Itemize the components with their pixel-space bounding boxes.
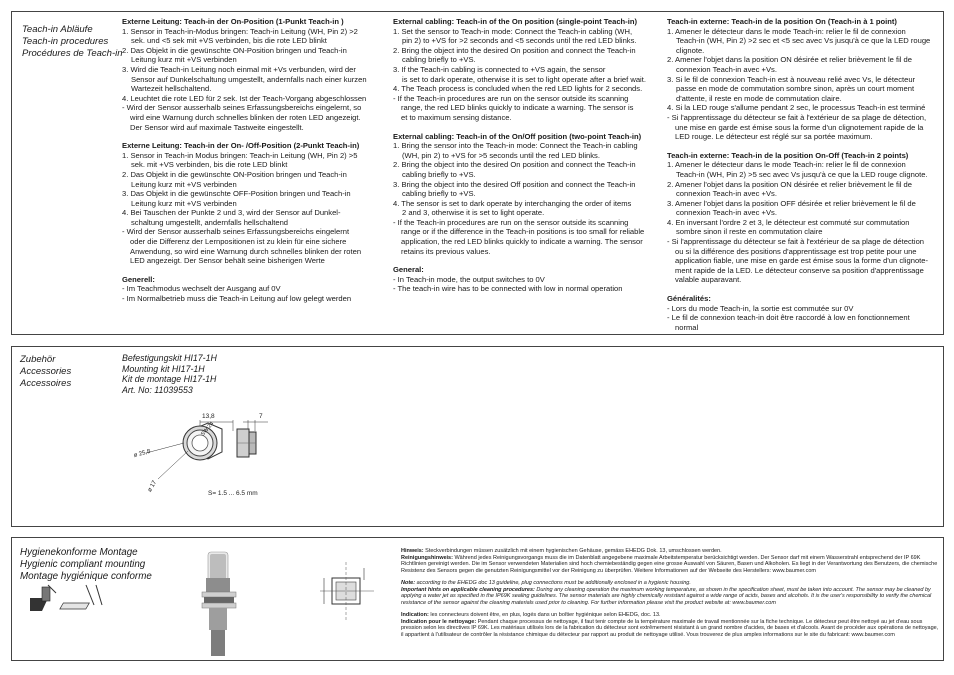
instruction-line: d'attente, il reste en mode de commutation claire. <box>676 93 842 103</box>
hygiene-note-de-label: Hinweis: <box>401 548 424 554</box>
instruction-line: passe en mode de commutation sombre sinon, après un court moment <box>676 84 915 94</box>
instruction-line: et to maximum sensing distance. <box>401 112 512 122</box>
teach-in-panel <box>11 11 944 335</box>
instruction-line: Leitung kurz mit +VS verbinden <box>131 179 237 189</box>
paragraph-gap <box>393 256 668 265</box>
instruction-line: LED angezeigt. Der Sensor behält seine bisherigen Werte <box>130 256 325 266</box>
teach-in-german-column <box>122 17 392 304</box>
instruction-line: 4. The Teach process is concluded when the red LED lights for 2 seconds. <box>393 84 643 94</box>
instruction-line: - Wird der Sensor ausserhalb seines Erfassungsbereichs eingelernt <box>122 227 350 237</box>
dim-outer-diameter: ø 25,8 <box>133 448 152 460</box>
instruction-line: connexion Teach-in avec +Vs. <box>676 189 777 199</box>
hygiene-note-en <box>401 580 941 606</box>
instruction-line: 4. Si la LED rouge s'allume pendant 2 sec, le processus Teach-in est terminé <box>667 103 926 113</box>
hygiene-mounting-illustration <box>30 581 120 626</box>
hygiene-clean-en-label: Important hints on applicable cleaning procedures: <box>401 586 535 593</box>
instruction-line: (WH, pin 2) to +VS for >5 seconds until the red LED blinks. <box>402 150 600 160</box>
section-heading: Généralités: <box>667 294 711 304</box>
instruction-line: range, the red LED blinks quickly to indicate a warning. The sensor is <box>401 103 634 113</box>
accessories-title-en: Accessories <box>20 366 72 377</box>
instruction-line: cabling briefly to +VS. <box>402 189 476 199</box>
hygiene-clean-fr-label: Indication pour le nettoyage: <box>401 618 477 625</box>
nut-side-view <box>237 429 256 457</box>
section-heading: External cabling: Teach-in of the On position (single-point Teach-in) <box>393 17 637 26</box>
instruction-line: une mise en garde est émise sous la forme d'un clignotement rapide de la <box>675 122 924 132</box>
instruction-line: 4. The sensor is set to dark operate by interchanging the order of items <box>393 198 632 208</box>
instruction-line: - Wird der Sensor ausserhalb seines Erfassungsbereichs eingelernt, so <box>122 103 362 113</box>
thickness-range: S= 1.5 ... 6.5 mm <box>208 490 258 497</box>
instruction-line: LED rouge. Le détecteur est réglé sur sa portée maximum. <box>675 132 873 142</box>
paragraph-gap <box>122 266 392 275</box>
instruction-line: application, the red LED blinks quickly to indicate a warning. The sensor <box>401 237 643 247</box>
instruction-line: 2. Amener l'objet dans la position ON désirée et relier brièvement le fil de <box>667 179 912 189</box>
instruction-line: 2. Das Objekt in die gewünschte ON-Position bringen und Teach-in <box>122 45 347 55</box>
accessories-title <box>20 354 71 390</box>
instruction-line: 4. Bei Tauschen der Punkte 2 und 3, wird der Sensor auf Dunkel- <box>122 208 341 218</box>
article-number: Art. No: 11039553 <box>122 384 193 395</box>
instruction-line: - Im Teachmodus wechselt der Ausgang auf 0V <box>122 284 281 294</box>
instruction-line: 3. Das Objekt in die gewünschte OFF-Position bringen und Teach-in <box>122 189 351 199</box>
sensor-cross-section-drawing <box>312 560 392 622</box>
instruction-line: 3. Wird die Teach-in Leitung noch einmal mit +Vs verbunden, wird der <box>122 64 356 74</box>
paragraph-gap <box>393 123 668 132</box>
section-heading: Externe Leitung: Teach-in der On- /Off-Position (2-Punkt Teach-in) <box>122 141 360 151</box>
instruction-line: Leitung kurz mit +VS verbinden <box>131 198 237 208</box>
hygiene-clean-en-text: During any cleaning operation the maximum working temperature, as shown in the specification sheet, must be taken into account. The sensor may be cleaned by applying a water jet as specified in the IP69K sealing guidelines. The sensor materials are highly chemically resistant against a wide range of acids, bases and alcohols. It is the user's responsibility to verify the chemical resistance of the sensor against the cleaning materials used prior to cleaning. For further information please visit the product website at: www.baumer.com <box>401 586 932 606</box>
instruction-line: - Lors du mode Teach-in, la sortie est commutée sur 0V <box>667 303 854 313</box>
mounting-kit-en: Mounting kit HI17-1H <box>122 363 205 374</box>
accessories-title-de: Zubehör <box>20 354 56 365</box>
section-heading: Generell: <box>122 274 155 284</box>
section-heading: External cabling: Teach-in of the On/Off position (two-point Teach-in) <box>393 131 642 141</box>
instruction-line: cabling briefly to +VS. <box>402 169 476 179</box>
hygiene-clean-fr-text: Pendant chaque processus de nettoyage, il faut tenir compte de la température maximale de travail mentionnée sur la fiche technique. Le détecteur peut être nettoyé au jet d'eau sous pression selon les directives IP 69K. Les matériaux utilisés lors de la fabrication du détecteur sont extrêmement résistant à un grand nombre d'acides, de bases et d'alcools. Avant de procéder aux opérations de nettoyage, il appartient à l'utilisateur de contrôler la résistance chimique du détecteur par rapport au produit de nettoyage utilisé. Vous trouverez de plus amples informations sur le site du fabricant: www.baumer.com <box>401 618 939 638</box>
instruction-line: - Im Normalbetrieb muss die Teach-in Leitung auf low gelegt werden <box>122 294 352 304</box>
instruction-line: Wartezeit hellschaltend. <box>131 84 212 94</box>
paragraph-gap <box>667 142 942 151</box>
instruction-line: 2. Bring the object into the desired On position and connect the Teach-in <box>393 160 636 170</box>
hygiene-note-fr-label: Indication: <box>401 612 429 618</box>
instruction-line: - If the Teach-in procedures are run on the sensor outside its scanning <box>393 93 629 103</box>
instruction-line: - If the Teach-in procedures are run on the sensor outside its scanning <box>393 217 629 227</box>
section-heading: Externe Leitung: Teach-in der On-Position (1-Punkt Teach-in ) <box>122 17 344 26</box>
dim-wrench-size: SW 24 <box>200 420 216 438</box>
instruction-line: sek. und <5 sek mit +VS verbinden, bis die rote LED blinkt <box>131 36 327 46</box>
instruction-line: 4. Leuchtet die rote LED für 2 sek. Ist der Teach-Vorgang abgeschlossen <box>122 93 367 103</box>
instruction-line: 3. Amener l'objet dans la position OFF désirée et relier brièvement le fil de <box>667 198 916 208</box>
paragraph-gap <box>667 285 942 294</box>
instruction-line: 1. Sensor in Teach-in Modus bringen: Teach-in Leitung (WH, Pin 2) >5 <box>122 150 358 160</box>
instruction-line: 3. Si le fil de connexion Teach-in est à nouveau relié avec Vs, le détecteur <box>667 74 916 84</box>
instruction-line: Leitung kurz mit +VS verbinden <box>131 55 237 65</box>
instruction-line: ou si la différence des positions d'apprentissage est trop petite pour une <box>675 246 917 256</box>
instruction-line: - Si l'apprentissage du détecteur se fait à l'extérieur de sa plage de détection <box>667 237 925 247</box>
instruction-line: oder die Differenz der Lernpositionen ist zu klein für eine sichere <box>130 237 347 247</box>
hygiene-clean-de-label: Reinigungshinweis: <box>401 554 453 561</box>
instruction-line: cabling briefly to +VS. <box>402 55 476 65</box>
instruction-line: valable auparavant. <box>675 275 742 285</box>
dim-width-label: 13,8 <box>202 413 215 420</box>
mounting-kit-text <box>122 353 217 395</box>
instruction-line: 2. Amener l'objet dans la position ON désirée et relier brièvement le fil de <box>667 55 912 65</box>
instruction-line: - Le fil de connexion teach-in doit être raccordé à low en fonctionnement <box>667 313 910 323</box>
instruction-line: Teach-in (WH, Pin 2) >5 sec avec Vs jusqu'à ce que la LED rouge clignote. <box>676 169 928 179</box>
instruction-line: wird eine Warnung durch schnelles blinken der roten LED angezeigt. <box>130 112 361 122</box>
section-heading: Teach-in externe: Teach-in de la position On-Off (Teach-in 2 points) <box>667 150 909 160</box>
hygiene-panel <box>11 537 944 661</box>
teach-in-title-fr: Procédures de Teach-in <box>22 48 123 59</box>
accessories-title-fr: Accessoires <box>20 378 72 389</box>
instruction-line: 1. Amener le détecteur dans le mode Teach-in: relier le fil de connexion <box>667 26 906 36</box>
instruction-line: ment rapide de la LED. Le détecteur conserve sa position d'apprentissage <box>675 265 924 275</box>
paragraph-gap <box>122 132 392 141</box>
instruction-line: Der Sensor wird auf maximale Tastweite eingestellt. <box>130 122 304 132</box>
teach-in-title-de: Teach-in Abläufe <box>22 24 93 35</box>
instruction-line: pin 2) to +VS for >2 seconds and <5 seconds until the red LED blinks. <box>402 36 637 46</box>
dim-inner-diameter: ø 17 <box>147 479 159 494</box>
hygiene-note-fr <box>401 612 941 638</box>
teach-in-french-column <box>667 17 942 332</box>
accessories-panel <box>11 346 944 527</box>
instruction-line: sombre sinon il reste en commutation claire <box>676 227 823 237</box>
hygiene-clean-de-text: Während jedes Reinigungsvorgangs muss die im Datenblatt angegebene maximale Arbeitstemperatur berücksichtigt werden. Der Sensor darf mit einem Wasserstrahl entsprechend der IP 69K Richtlinien gereinigt werden. Die im Sensor verwendeten Materialien sind hoch chemiebeständig gegen eine grosse Auswahl von Säuren, Basen und Alkoholen. Es liegt in der Verantwortung des Benutzers, die chemische Resistenz des Sensors gegen die genutzten Reinigungsmittel vor der Reinigung zu überprüfen. Weitere Informationen auf der Webseite des Herstellers: www.baumer.com <box>401 554 938 574</box>
instruction-line: 1. Sensor in Teach-in-Modus bringen: Teach-in Leitung (WH, Pin 2) >2 <box>122 26 358 36</box>
instruction-line: 2. Bring the object into the desired On position and connect the Teach-in <box>393 45 636 55</box>
instruction-line: - Si l'apprentissage du détecteur se fait à l'extérieur de sa plage de détection, <box>667 112 927 122</box>
mounting-kit-fr: Kit de montage HI17-1H <box>122 374 217 385</box>
instruction-line: Teach-in (WH, Pin 2) >2 sec et <5 sec avec Vs jusqu'à ce que la LED rouge <box>676 36 931 46</box>
hygiene-note-fr-text: les connecteurs doivent être, en plus, logés dans un boîtier hygiénique selon EHEDG, doc. 13. <box>428 612 661 618</box>
instruction-line: 1. Set the sensor to Teach-in mode: Connect the Teach-in cabling (WH, <box>393 26 633 36</box>
instruction-line: Anwendung, so wird eine Warnung durch schnelles blinken der roten <box>130 246 362 256</box>
hygiene-title-en: Hygienic compliant mounting <box>20 559 146 570</box>
hygiene-title <box>20 547 152 583</box>
section-heading: General: <box>393 265 424 275</box>
instruction-line: 1. Bring the sensor into the Teach-in mode: Connect the Teach-in cabling <box>393 141 638 151</box>
teach-in-title-en: Teach-in procedures <box>22 36 109 47</box>
instruction-line: is set to dark operate, otherwise it is set to light operate after a brief wait. <box>402 74 646 84</box>
mounting-kit-de: Befestigungskit HI17-1H <box>122 353 217 363</box>
instruction-line: connexion Teach-in avec +Vs. <box>676 64 777 74</box>
instruction-line: normal <box>675 322 699 332</box>
instruction-line: sek. mit +VS verbinden, bis die rote LED blinkt <box>131 160 288 170</box>
instruction-line: clignote. <box>676 45 705 55</box>
hygiene-note-en-label: Note: <box>401 580 416 586</box>
sensor-mounting-image <box>196 548 256 663</box>
hygiene-note-de <box>401 548 941 574</box>
instruction-line: schaltung umgestellt, andernfalls hellschaltend <box>131 217 289 227</box>
instruction-line: - In Teach-in mode, the output switches to 0V <box>393 274 545 284</box>
instruction-line: 3. If the Teach-in cabling is connected to +VS again, the sensor <box>393 64 606 74</box>
nut-front-view <box>183 420 222 460</box>
instruction-line: 2. Das Objekt in die gewünschte ON-Position bringen und Teach-in <box>122 169 347 179</box>
instruction-line: range or if the difference in the Teach-in positions is too small for reliable <box>401 227 645 237</box>
instruction-line: connexion Teach-in avec +Vs. <box>676 208 777 218</box>
teach-in-english-column <box>393 17 668 294</box>
instruction-line: application fiable, une mise en garde est émise sous la forme d'un clignote- <box>675 256 929 266</box>
section-heading: Teach-in externe: Teach-in de la position On (Teach-in à 1 point) <box>667 17 897 26</box>
dim-depth-label: 7 <box>259 413 263 420</box>
instruction-line: 2 and 3, otherwise it is set to light operate. <box>402 208 545 218</box>
instruction-line: - The teach-in wire has to be connected with low in normal operation <box>393 284 623 294</box>
instruction-line: retains its previous values. <box>401 246 491 256</box>
hygiene-note-en-text: according to the EHEDG doc 13 guideline, plug connections must be additionally enclosed in a hygienic housing. <box>415 580 691 586</box>
instruction-line: 3. Bring the object into the desired Off position and connect the Teach-in <box>393 179 636 189</box>
hygiene-note-de-text: Steckverbindungen müssen zusätzlich mit einem hygienischen Gehäuse, gemäss EHEDG Dok. 13, umschlossen werden. <box>423 548 722 554</box>
hygiene-notes <box>401 548 941 644</box>
hygiene-title-fr: Montage hygiénique conforme <box>20 571 152 582</box>
instruction-line: 4. En inversant l'ordre 2 et 3, le détecteur est commuté sur commutation <box>667 217 910 227</box>
instruction-line: Sensor auf Dunkelschaltung umgestellt, andernfalls nach einer kurzen <box>131 74 367 84</box>
teach-in-title <box>22 24 123 60</box>
mounting-kit-drawing <box>122 407 292 502</box>
hygiene-title-de: Hygienekonforme Montage <box>20 547 138 558</box>
instruction-line: 1. Amener le détecteur dans le mode Teach-in: relier le fil de connexion <box>667 160 906 170</box>
